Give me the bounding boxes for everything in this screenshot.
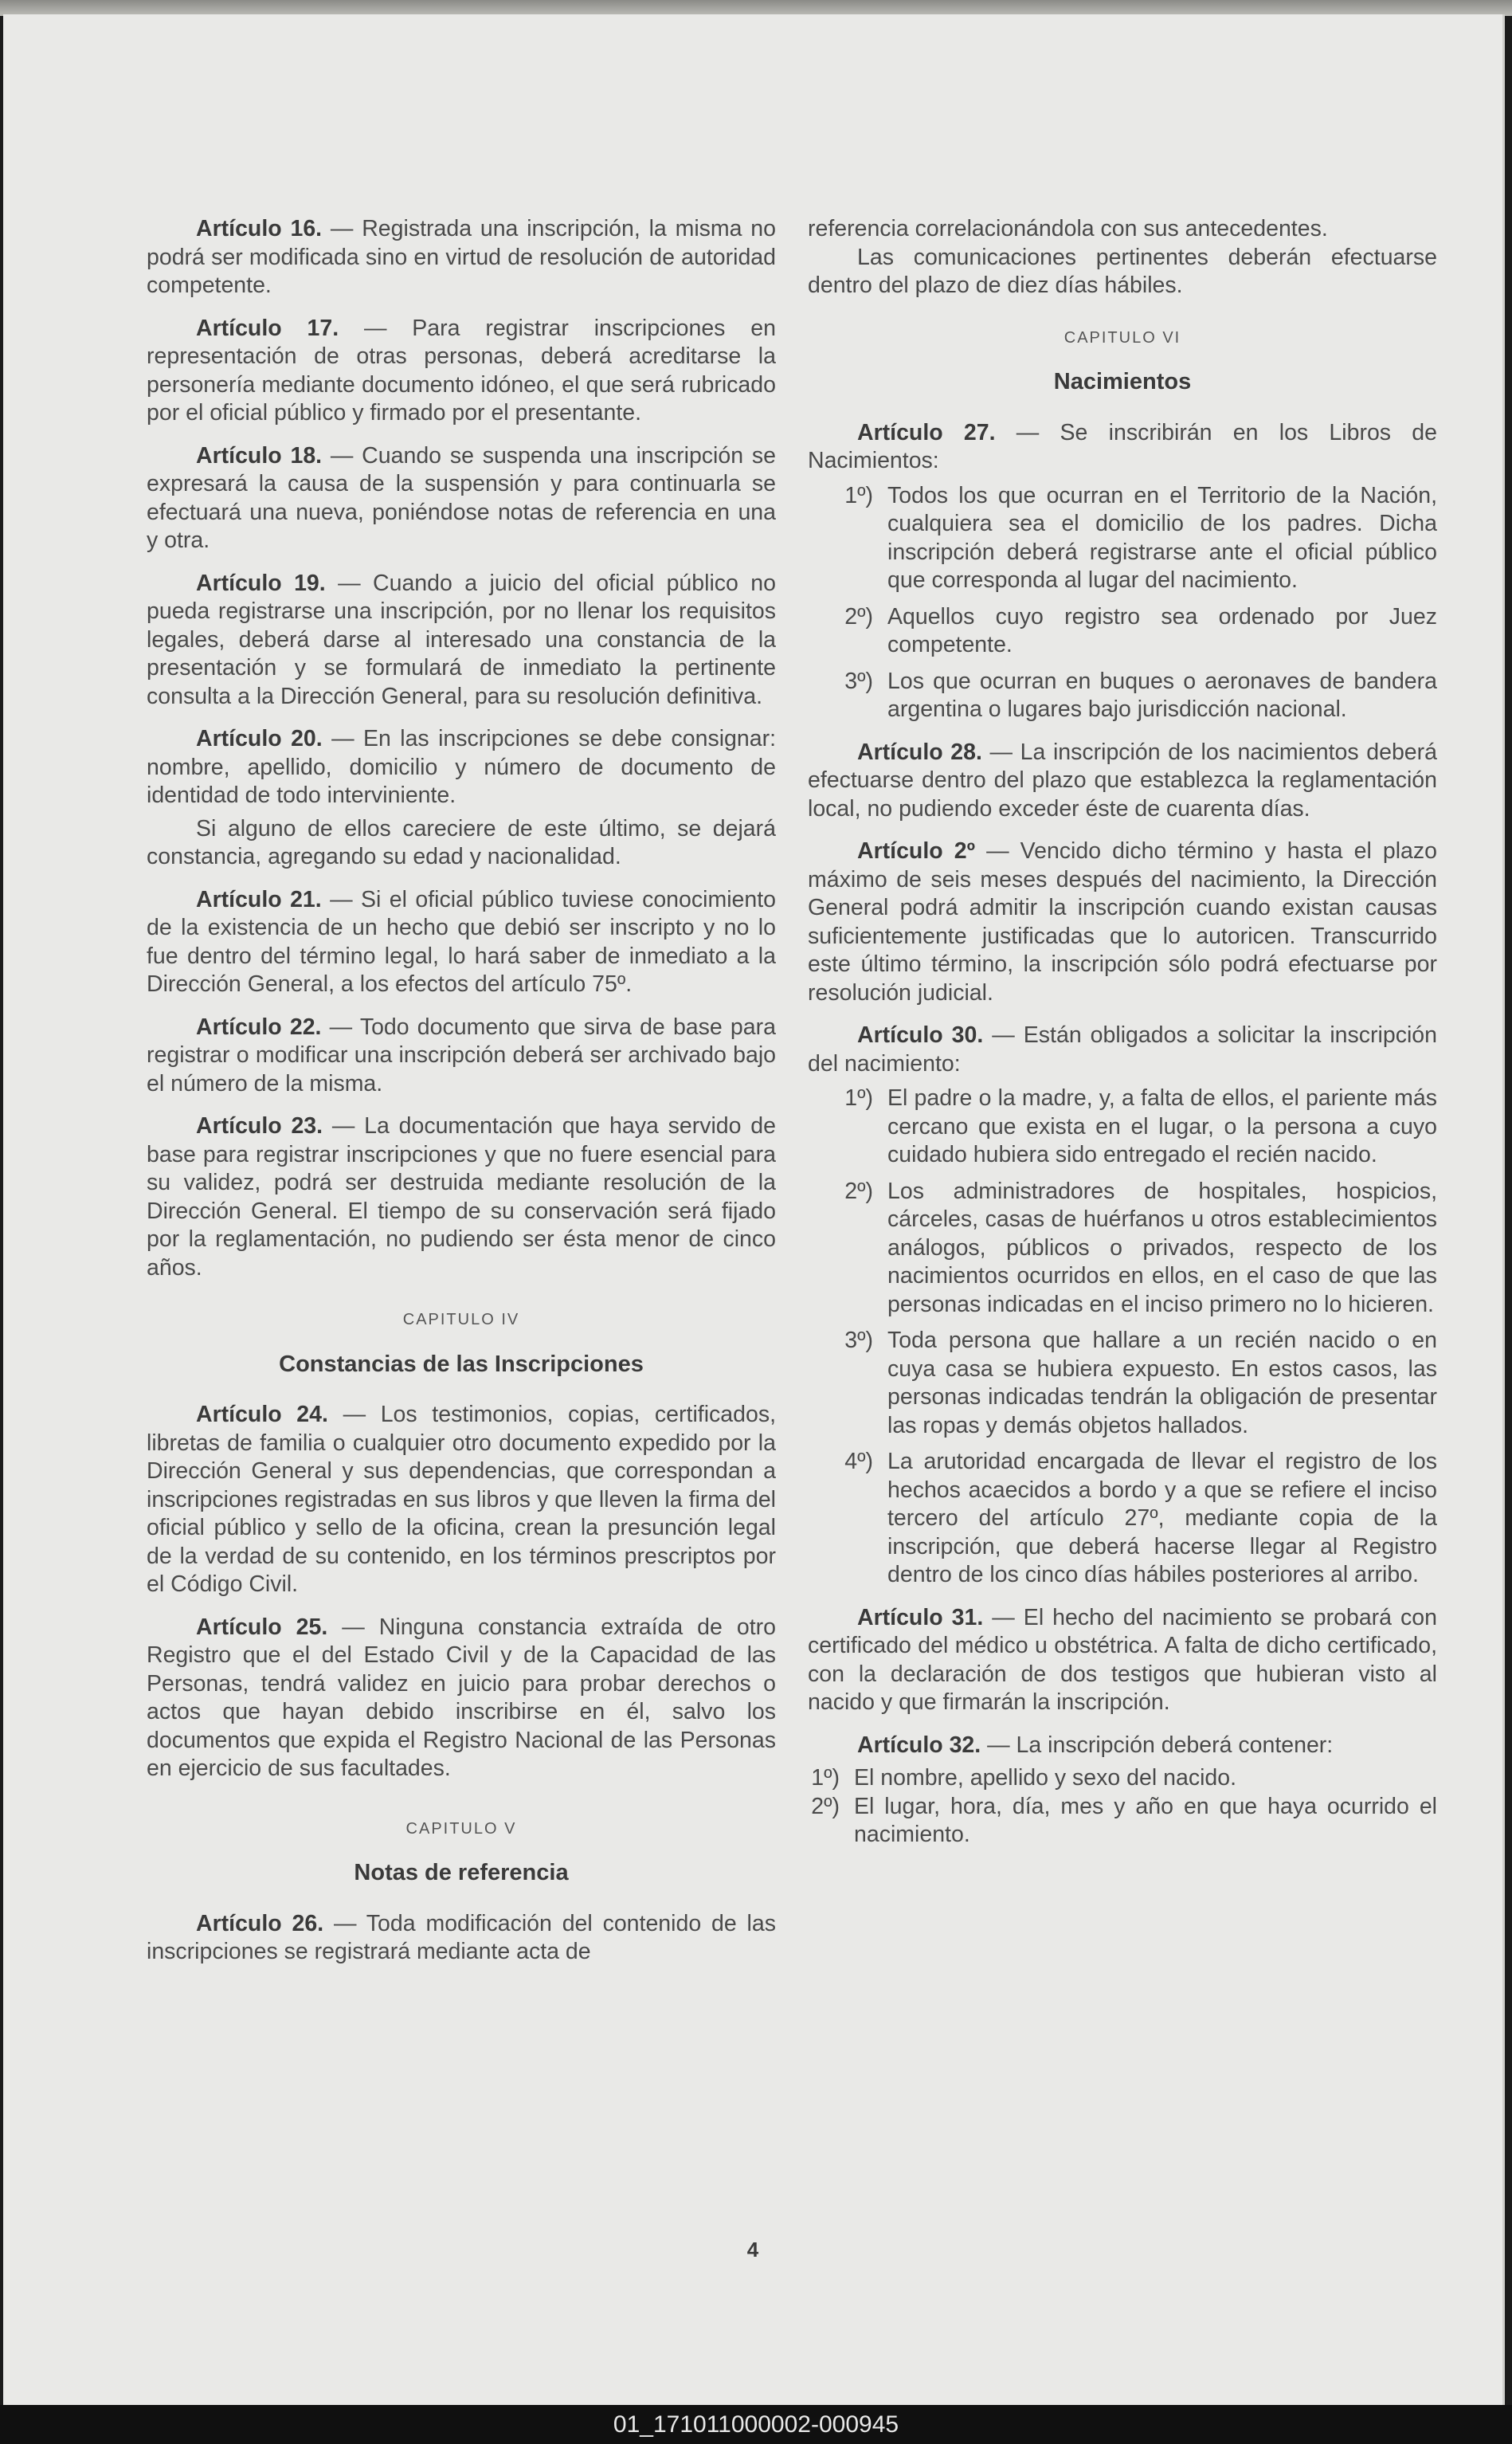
top-strip — [0, 0, 1512, 16]
article-27-item: 2º) Aquellos cuyo registro sea ordenado por Juez competente. — [844, 603, 1437, 657]
article-27-item: 1º) Todos los que ocurran en el Territorio de la Nación, cualquiera sea el domicilio de los padres. Dicha inscripción deberá registrarse ante el oficial público que corresponda al lugar del nacimiento. — [844, 482, 1437, 593]
article-17: Artículo 17. — Para registrar inscripciones en representación de otras personas, deberá acreditarse la personería mediante documento idóneo, el que será rubricado por el oficial público y firmado por el presentante. — [147, 315, 776, 426]
article-30-item: 2º) Los administradores de hospitales, hospicios, cárceles, casas de huérfanos u otros establecimientos análogos, públicos o privados, respecto de los nacimientos ocurridos en ellos, en el caso de que las personas indicadas en el inciso primero no lo hicieren. — [844, 1178, 1437, 1317]
chapter-4-label: CAPITULO IV — [402, 1311, 520, 1328]
document-page — [3, 14, 1505, 2405]
right-column — [808, 215, 1437, 1858]
article-25: Artículo 25. — Ninguna constancia extraída de otro Registro que el del Estado Civil y de la Capacidad de las Personas, tendrá validez en juicio para probar derechos o actos que hayan debido inscribirse en él, salvo los documentos que expida el Registro Nacional de las Personas en ejercicio de sus facultades. — [147, 1614, 776, 1781]
chapter-5-label: CAPITULO V — [405, 1819, 517, 1838]
article-32-item: 1º) El nombre, apellido y sexo del nacido. — [811, 1765, 1237, 1791]
article-23: Artículo 23. — La documentación que haya servido de base para registrar inscripciones y que no fuere esencial para su validez, podrá ser destruida mediante resolución de la Dirección General. El tiempo de su conservación será fijado por la reglamentación, no pudiendo ser ésta menor de cinco años. — [147, 1113, 776, 1281]
chapter-6-label: CAPITULO VI — [1063, 328, 1181, 347]
article-30: Artículo 30. — Están obligados a solicitar la inscripción del nacimiento: — [808, 1022, 1437, 1077]
article-27-item: 3º) Los que ocurran en buques o aeronaves de bandera argentina o lugares bajo jurisdicción nacional. — [844, 668, 1437, 722]
left-column — [147, 215, 776, 1981]
article-29: Artículo 2º — Vencido dicho término y hasta el plazo máximo de seis meses después del nacimiento, la Dirección General podrá admitir la inscripción cuando existan causas suficientemente justificadas que lo autoricen. Transcurrido este último término, la inscripción sólo podrá efectuarse por resolución judicial. — [808, 838, 1437, 1006]
article-22: Artículo 22. — Todo documento que sirva de base para registrar o modificar una inscripción deberá ser archivado bajo el número de la misma. — [147, 1014, 776, 1096]
article-32-item: 2º) El lugar, hora, día, mes y año en que haya ocurrido el nacimiento. — [811, 1793, 1437, 1847]
article-30-item: 3º) Toda persona que hallare a un recién nacido o en cuya casa se hubiera expuesto. En estos casos, las personas indicadas tendrán la obligación de presentar las ropas y demás objetos hallados. — [844, 1328, 1437, 1438]
chapter-5-title: Notas de referencia — [354, 1860, 569, 1885]
article-20: Artículo 20. — En las inscripciones se debe consignar: nombre, apellido, domicilio y número de documento de identidad de todo interviniente. — [147, 726, 776, 808]
article-19: Artículo 19. — Cuando a juicio del oficial público no pueda registrarse una inscripción, por no llenar los requisitos legales, deberá darse al interesado una constancia de la presentación y se formulará de inmediato la pertinente consulta a la Dirección General, para su resolución definitiva. — [147, 570, 776, 709]
chapter-6-title: Nacimientos — [1053, 369, 1192, 394]
article-26: Artículo 26. — Toda modificación del contenido de las inscripciones se registrará mediante acta de — [147, 1910, 776, 1964]
article-30-item: 1º) El padre o la madre, y, a falta de ellos, el pariente más cercano que exista en el lugar, o la persona a cuyo cuidado hubiera sido entregado el recién nacido. — [844, 1085, 1437, 1167]
article-30-item: 4º) La arutoridad encargada de llevar el registro de los hechos acaecidos a bordo y a que se refiere el inciso tercero del artículo 27º, mediante copia de la inscripción, que deberá hacerse llegar al Registro dentro de los cinco días hábiles posteriores al arribo. — [844, 1449, 1437, 1587]
article-32: Artículo 32. — La inscripción deberá contener: — [857, 1732, 1334, 1758]
article-31: Artículo 31. — El hecho del nacimiento se probará con certificado del médico u obstétrica. A falta de dicho certificado, con la declaración de dos testigos que hubieran visto al nacido y que firmarán la inscripción. — [808, 1604, 1437, 1715]
article-18: Artículo 18. — Cuando se suspenda una inscripción se expresará la causa de la suspensión y para continuarla se efectuará una nueva, poniéndose notas de referencia en una y otra. — [147, 442, 776, 553]
chapter-4-title: Constancias de las Inscripciones — [279, 1351, 644, 1377]
footer-file-id: 01_171011000002-000945 — [613, 2411, 899, 2438]
article-27: Artículo 27. — Se inscribirán en los Libros de Nacimientos: — [808, 419, 1437, 473]
article-26-continuation: referencia correlacionándola con sus antecedentes. — [808, 216, 1328, 241]
article-21: Artículo 21. — Si el oficial público tuviese conocimiento de la existencia de un hecho que debió ser inscripto y no lo fue dentro del término legal, lo hará saber de inmediato a la Dirección General, a los efectos del artículo 75º. — [147, 886, 776, 997]
page-number: 4 — [746, 2238, 759, 2262]
article-24: Artículo 24. — Los testimonios, copias, certificados, libretas de familia o cualquier otro documento expedido por la Dirección General y sus dependencias, que correspondan a inscripciones registradas en sus libros y que lleven la firma del oficial público y sello de la oficina, crean la presunción legal de la verdad de su contenido, en los términos prescriptos por el Código Civil. — [147, 1402, 776, 1597]
article-28: Artículo 28. — La inscripción de los nacimientos deberá efectuarse dentro del plazo que establezca la reglamentación local, no pudiendo exceder éste de cuarenta días. — [808, 739, 1437, 822]
article-20-paragraph: Si alguno de ellos careciere de este último, se dejará constancia, agregando su edad y nacionalidad. — [147, 815, 776, 869]
article-26-paragraph: Las comunicaciones pertinentes deberán efectuarse dentro del plazo de diez días hábiles. — [808, 244, 1437, 298]
article-16: Artículo 16. — Registrada una inscripción, la misma no podrá ser modificada sino en virtud de resolución de autoridad competente. — [147, 216, 776, 298]
